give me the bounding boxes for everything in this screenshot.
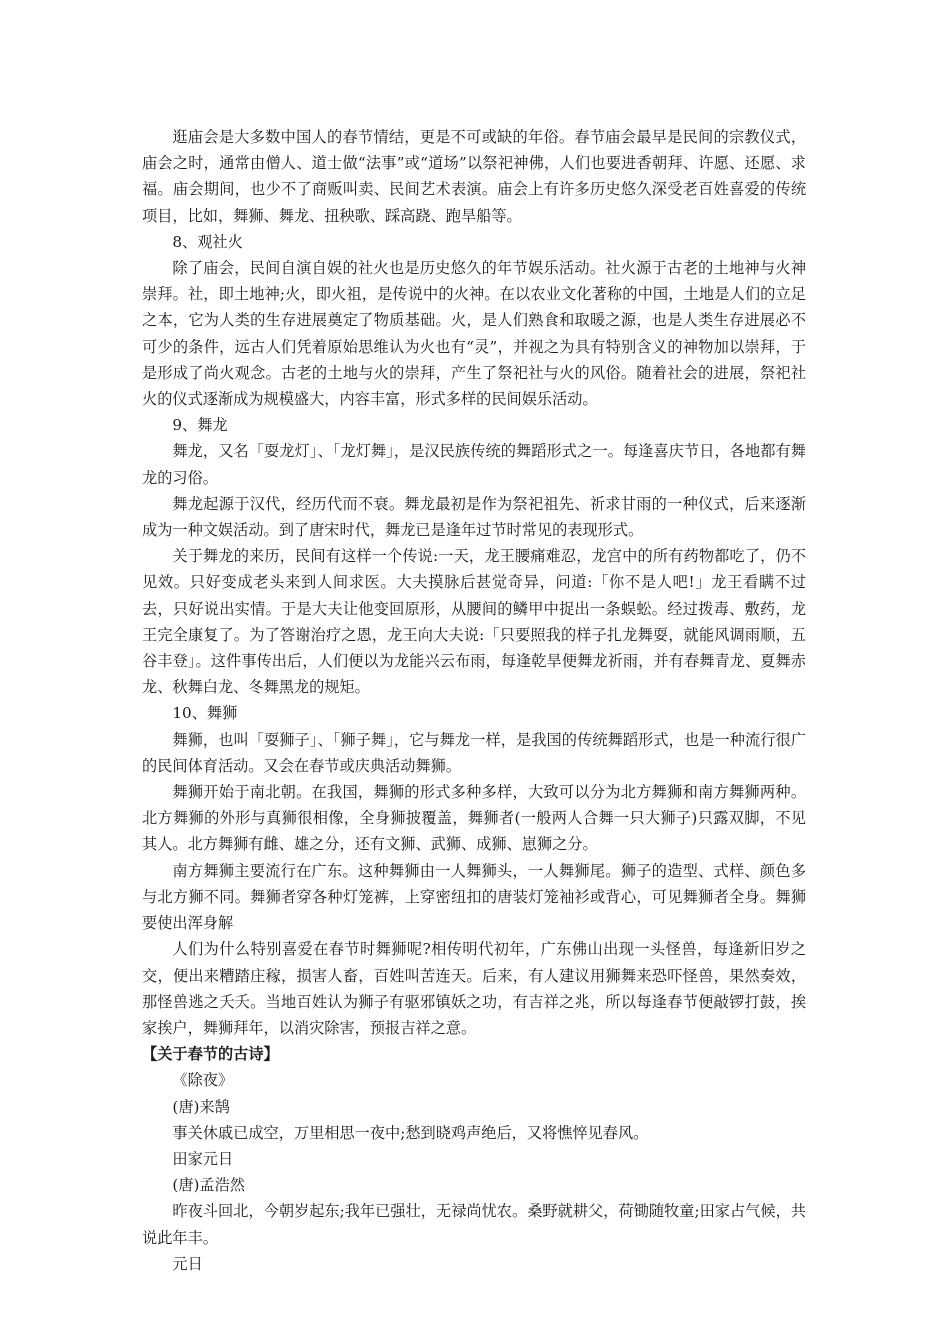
poem-text-tianjia-yuanri: 昨夜斗回北，今朝岁起东;我年已强壮，无禄尚忧农。桑野就耕父，荷锄随牧童;田家占气候，共说此年丰。 xyxy=(142,1202,806,1247)
poem-title-tianjia-yuanri: 田家元日 xyxy=(172,1149,234,1168)
poem-author-menghaoran: (唐)孟浩然 xyxy=(172,1176,245,1195)
section-heading-poems: 【关于春节的古诗】 xyxy=(142,1045,279,1064)
poem-text-chuye: 事关休戚已成空，万里相思一夜中;愁到晓鸡声绝后，又将憔悴见春风。 xyxy=(172,1123,649,1142)
heading-she-huo: 8、观社火 xyxy=(172,232,243,251)
paragraph-lion-dance-legend: 人们为什么特别喜爱在春节时舞狮呢?相传明代初年，广东佛山出现一头怪兽，每逢新旧岁之交，便出来糟踏庄稼，损害人畜，百姓叫苦连天。后来，有人建议用狮舞来恐吓怪兽，果然奏效，那怪兽逃之夭夭。当地百姓认为狮子有驱邪镇妖之功，有吉祥之兆，所以每逢春节便敲锣打鼓，挨家挨户，舞狮拜年，以消灾除害，预报吉祥之意。 xyxy=(142,940,806,1037)
paragraph-dragon-dance-origin: 舞龙起源于汉代，经历代而不衰。舞龙最初是作为祭祀祖先、祈求甘雨的一种仪式，后来逐渐成为一种文娱活动。到了唐宋时代，舞龙已是逢年过节时常见的表现形式。 xyxy=(142,494,806,540)
paragraph-dragon-dance-intro: 舞龙，又名「耍龙灯」、「龙灯舞」，是汉民族传统的舞蹈形式之一。每逢喜庆节日，各地都有舞龙的习俗。 xyxy=(142,442,806,487)
document-body xyxy=(142,124,806,1277)
paragraph-dragon-dance-legend: 关于舞龙的来历，民间有这样一个传说:一天，龙王腰痛难忍，龙宫中的所有药物都吃了，仍不见效。只好变成老头来到人间求医。大夫摸脉后甚觉奇异，问道:「你不是人吧!」龙王看瞒不过去，只好说出实情。于是大夫让他变回原形，从腰间的鳞甲中捉出一条蜈蚣。经过拨毒、敷药，龙王完全康复了。为了答谢治疗之恩，龙王向大夫说:「只要照我的样子扎龙舞耍，就能风调雨顺，五谷丰登」。这件事传出后，人们便以为龙能兴云布雨，每逢乾旱便舞龙祈雨，并有春舞青龙、夏舞赤龙、秋舞白龙、冬舞黑龙的规矩。 xyxy=(142,547,806,697)
poem-title-yuanri: 元日 xyxy=(172,1254,203,1273)
paragraph-temple-fair: 逛庙会是大多数中国人的春节情结，更是不可或缺的年俗。春节庙会最早是民间的宗教仪式，庙会之时，通常由僧人、道士做“法事”或“道场”以祭祀神佛，人们也要进香朝拜、许愿、还愿、求福。庙会期间，也少不了商贩叫卖、民间艺术表演。庙会上有许多历史悠久深受老百姓喜爱的传统项目，比如，舞狮、舞龙、扭秧歌、踩高跷、跑旱船等。 xyxy=(142,128,806,225)
paragraph-she-huo: 除了庙会，民间自演自娱的社火也是历史悠久的年节娱乐活动。社火源于古老的土地神与火神崇拜。社，即土地神;火，即火祖，是传说中的火神。在以农业文化著称的中国，土地是人们的立足之本，它为人类的生存进展奠定了物质基础。火，是人们熟食和取暖之源，也是人类生存进展必不可少的条件，远古人们凭着原始思维认为火也有“灵”，并视之为具有特别含义的神物加以崇拜，于是形成了尚火观念。古老的土地与火的崇拜，产生了祭祀社与火的风俗。随着社会的进展，祭祀社火的仪式逐渐成为规模盛大，内容丰富，形式多样的民间娱乐活动。 xyxy=(142,259,806,409)
heading-lion-dance: 10、舞狮 xyxy=(172,704,238,723)
poem-author-laihu: (唐)来鹄 xyxy=(172,1097,230,1116)
heading-dragon-dance: 9、舞龙 xyxy=(172,416,228,435)
paragraph-lion-dance-south: 南方舞狮主要流行在广东。这种舞狮由一人舞狮头，一人舞狮尾。狮子的造型、式样、颜色多与北方狮不同。舞狮者穿各种灯笼裤，上穿密纽扣的唐装灯笼袖衫或背心，可见舞狮者全身。舞狮要使出浑身解 xyxy=(142,861,806,933)
paragraph-lion-dance-intro: 舞狮，也叫「耍狮子」、「狮子舞」，它与舞龙一样，是我国的传统舞蹈形式，也是一种流行很广的民间体育活动。又会在春节或庆典活动舞狮。 xyxy=(142,730,806,775)
poem-title-chuye: 《除夜》 xyxy=(172,1071,234,1090)
paragraph-lion-dance-north: 舞狮开始于南北朝。在我国，舞狮的形式多种多样，大致可以分为北方舞狮和南方舞狮两种。北方舞狮的外形与真狮很相像，全身狮披覆盖，舞狮者(一般两人合舞一只大狮子)只露双脚，不见其人。北方舞狮有雌、雄之分，还有文狮、武狮、成狮、崽狮之分。 xyxy=(142,783,806,854)
